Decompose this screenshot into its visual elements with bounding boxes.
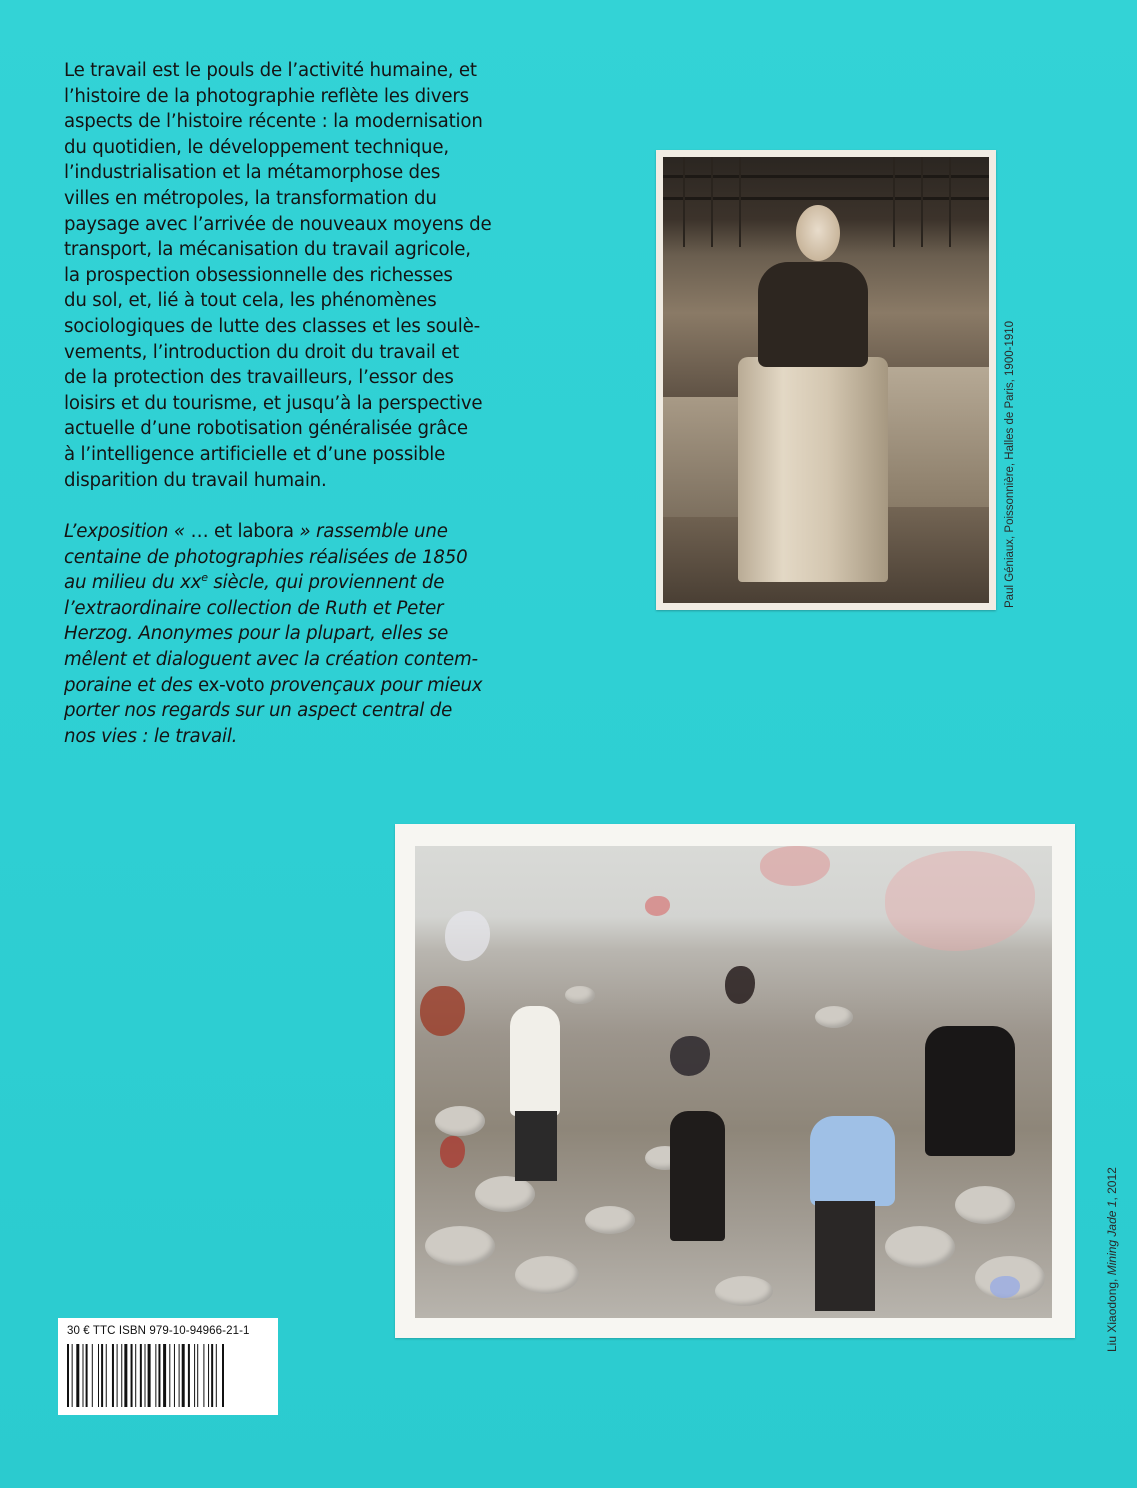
text-line: l’industrialisation et la métamorphose des [64,162,441,184]
photo-mining-jade-image [415,846,1052,1318]
text-line: nos vies : le travail. [64,725,238,747]
barcode-stripe [72,1344,73,1407]
photo-fishmonger-caption: Paul Géniaux, Poissonnière, Halles de Paris, 1900-1910 [1004,320,1016,608]
woman-bodice [758,262,868,367]
barcode-label [58,1318,278,1415]
workers-group [925,1026,1015,1156]
hall-pillar [949,157,951,247]
text-line: loisirs et du tourisme, et jusqu’à la perspective [64,392,483,414]
text-line: du sol, et, lié à tout cela, les phénomènes [64,290,437,312]
worker-blue-shirt [810,1116,895,1206]
barcode-stripe [169,1344,170,1407]
barcode-stripe [124,1344,127,1407]
stone [715,1276,773,1306]
paint-blot [760,846,830,886]
barcode-stripe [76,1344,79,1407]
photo-mining-jade-caption [1105,1167,1119,1352]
paint-blot [440,1136,465,1168]
paint-blot [670,1036,710,1076]
text-line: Le travail est le pouls de l’activité humaine, et [64,60,477,81]
barcode-stripe [145,1344,146,1407]
stone [435,1106,485,1136]
text-line: disparition du travail humain. [64,469,327,491]
barcode-stripe [148,1344,151,1407]
paint-blot [725,966,755,1004]
text-line: du quotidien, le développement technique, [64,136,449,158]
text-line: centaine de photographies réalisées de 1850 [64,546,468,568]
stone [515,1256,579,1294]
worker-white-shirt [510,1006,560,1116]
worker-trousers [815,1201,875,1311]
text-line: transport, la mécanisation du travail agricole, [64,239,471,261]
superscript: e [201,571,208,585]
barcode-stripe [117,1344,118,1407]
barcode-stripe [112,1344,114,1407]
barcode-stripe [98,1344,99,1407]
text-line: actuelle d’une robotisation généralisée grâce [64,418,468,440]
hall-pillar [921,157,923,247]
barcode-stripe [188,1344,190,1407]
text-line [64,673,564,699]
worker-trousers [515,1111,557,1181]
barcode-stripe [179,1344,180,1407]
price-isbn: 30 € TTC ISBN 979-10-94966-21-1 [67,1325,250,1337]
woman-head [796,205,840,261]
barcode-stripe [121,1344,122,1407]
paint-blot [645,896,670,916]
text-fragment: provençaux pour mieux [264,674,483,696]
barcode-stripe [216,1344,217,1407]
text-line: Herzog. Anonymes pour la plupart, elles se [64,623,449,645]
text-fragment: siècle, qui proviennent de [207,572,445,594]
barcode-stripe [131,1344,133,1407]
text-line [64,570,564,596]
hall-pillar [893,157,895,247]
text-fragment: L’exposition « [64,521,191,543]
barcode-stripe [106,1344,107,1407]
paint-blot [420,986,465,1036]
text-line: à l’intelligence artificielle et d’une possible [64,443,446,465]
barcode-stripe [158,1344,160,1407]
barcode-stripe [211,1344,213,1407]
text-line: mêlent et dialoguent avec la création contem- [64,649,478,671]
hall-pillar [739,157,741,247]
barcode [67,1344,271,1407]
barcode-stripe [67,1344,69,1407]
photo-mining-jade [395,824,1075,1338]
text-fragment: » rassemble une [293,521,448,543]
barcode-stripe [86,1344,88,1407]
barcode-stripe [222,1344,224,1407]
fish-stall-right [879,367,989,507]
stone [585,1206,635,1234]
stone [955,1186,1015,1224]
barcode-stripe [140,1344,142,1407]
photo-fishmonger-image [663,157,989,603]
text-line: paysage avec l’arrivée de nouveaux moyens de [64,213,492,235]
stone [475,1176,535,1212]
text-line: l’extraordinaire collection de Ruth et Peter [64,597,444,619]
text-line: de la protection des travailleurs, l’essor des [64,367,454,389]
caption-author: Liu Xiaodong, [1105,1275,1119,1352]
barcode-stripe [163,1344,166,1407]
barcode-stripe [197,1344,198,1407]
text-line: sociologiques de lutte des classes et les soulè- [64,315,480,337]
text-line: vements, l’introduction du droit du travail et [64,341,460,363]
text-line: villes en métropoles, la transformation du [64,187,437,209]
paragraph-1 [64,58,564,493]
barcode-stripe [194,1344,195,1407]
text-line: l’histoire de la photographie reflète les divers [64,85,469,107]
intro-text [64,58,564,749]
exhibition-title: … et labora [190,521,294,543]
paragraph-2 [64,519,564,749]
woman-apron [738,357,888,582]
text-line: la prospection obsessionnelle des richesses [64,264,453,286]
text-fragment: poraine et des [64,674,198,696]
barcode-stripe [182,1344,185,1407]
stone [815,1006,853,1028]
barcode-stripe [135,1344,136,1407]
ex-voto-term: ex-voto [197,674,265,696]
barcode-stripe [101,1344,103,1407]
barcode-stripe [83,1344,84,1407]
caption-year: , 2012 [1105,1167,1119,1201]
text-line [64,519,564,545]
barcode-stripe [92,1344,93,1407]
stone [565,986,595,1004]
barcode-stripe [203,1344,204,1407]
stone [885,1226,955,1268]
paint-blot [445,911,490,961]
worker-dark [670,1111,725,1241]
text-fragment: au milieu du xx [64,572,202,594]
paint-blot [885,851,1035,951]
hall-pillar [711,157,713,247]
stone [425,1226,495,1266]
caption-title: Mining Jade 1 [1105,1200,1119,1276]
barcode-stripe [155,1344,156,1407]
text-line: aspects de l’histoire récente : la modernisation [64,111,483,133]
hall-pillar [683,157,685,247]
barcode-stripe [208,1344,209,1407]
text-line: porter nos regards sur un aspect central de [64,700,453,722]
photo-fishmonger [656,150,996,610]
barcode-stripe [174,1344,175,1407]
